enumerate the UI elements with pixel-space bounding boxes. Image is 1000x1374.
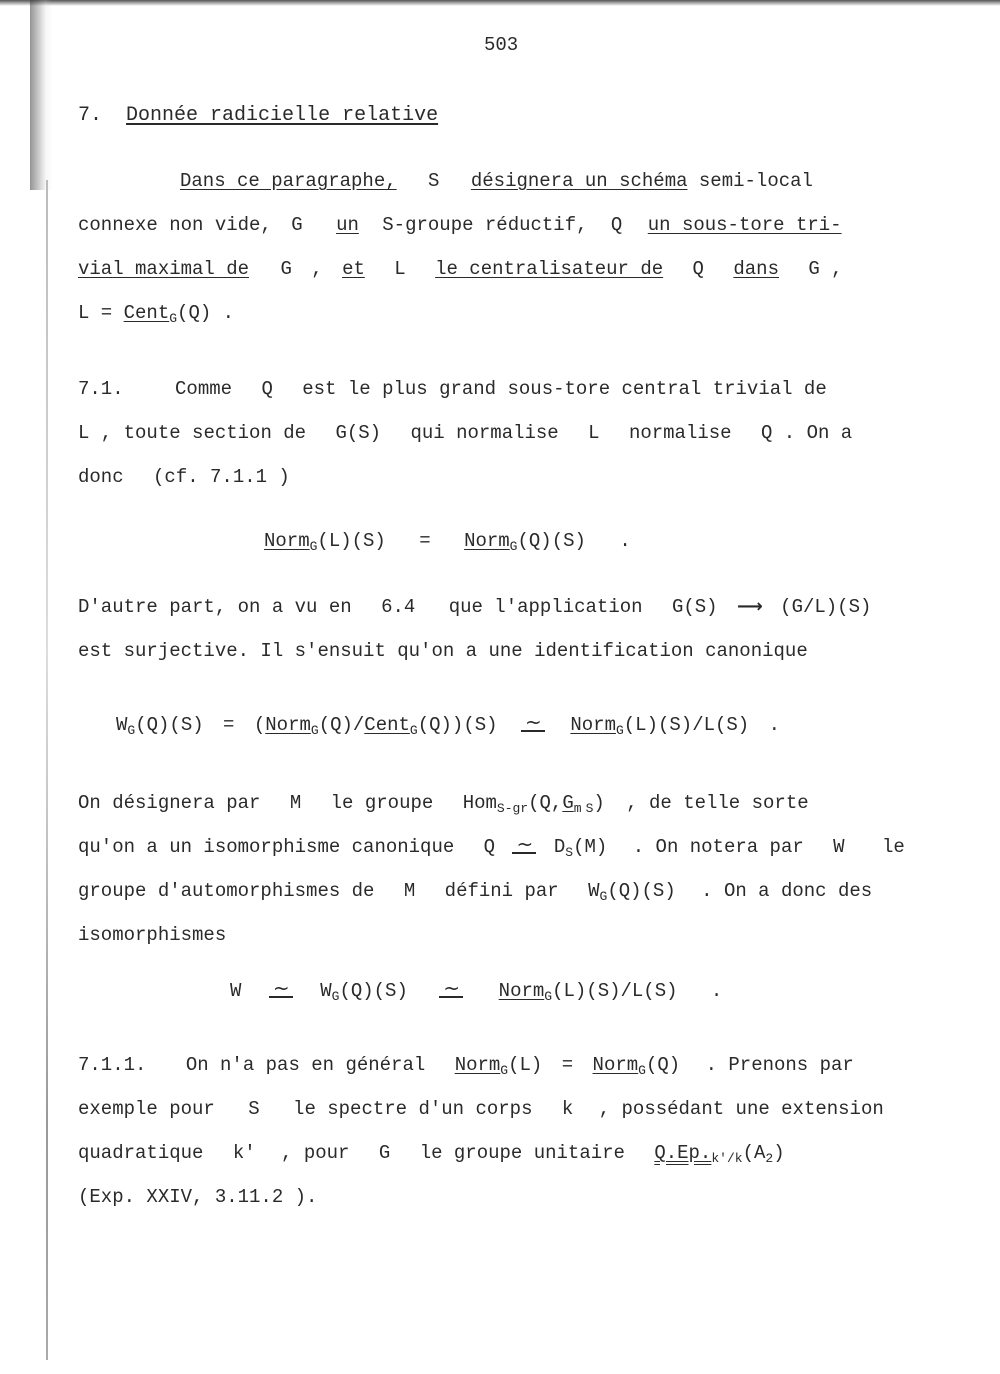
text: ,: [311, 258, 323, 280]
subscript: k'/k: [711, 1151, 743, 1166]
text: L ,: [78, 422, 113, 444]
text: exemple pour: [78, 1098, 215, 1120]
text: désignera un schéma: [470, 170, 688, 192]
intro-line-4: [78, 302, 234, 324]
text: groupe d'automorphismes de: [78, 880, 375, 902]
text: L: [588, 422, 600, 444]
text: Comme: [175, 378, 233, 400]
text: (Q))(S): [417, 714, 498, 736]
text: G: [280, 258, 292, 280]
scan-binding-shadow: [30, 0, 52, 190]
text: qui normalise: [410, 422, 559, 444]
text: (Q)(S): [135, 714, 204, 736]
text: , de telle sorte: [626, 792, 809, 814]
text: L =: [78, 302, 113, 324]
subscript: S: [585, 801, 594, 816]
equation-norm-l-eq-norm-q: [264, 530, 631, 552]
subscript: G: [409, 723, 418, 738]
text: Cent: [364, 714, 410, 736]
text: . On notera par: [632, 836, 804, 858]
subscript: G: [615, 723, 624, 738]
text: k: [561, 1098, 574, 1120]
text: W: [588, 880, 600, 902]
isomorphism-symbol-icon: [267, 984, 295, 998]
text: Norm: [592, 1054, 639, 1076]
text: Q: [261, 378, 273, 400]
equation-w-isomorphisms: [230, 980, 722, 1002]
text: .: [768, 714, 781, 736]
subscript: G: [309, 539, 318, 554]
text: un sous-tore tri-: [647, 214, 842, 236]
intro-line-3: [78, 258, 843, 280]
text: (G/L)(S): [780, 596, 872, 618]
text: le groupe unitaire: [419, 1142, 625, 1164]
section-title: Donnée radicielle relative: [126, 104, 439, 127]
subscript: m: [573, 801, 582, 816]
text: est le plus grand sous-tore central trivial de: [302, 378, 827, 400]
text: normalise: [628, 422, 732, 444]
text: 6.4: [381, 596, 416, 618]
text: S: [248, 1098, 260, 1120]
paragraph-number: 7.1.: [78, 378, 124, 400]
text: .: [710, 980, 723, 1002]
text: ): [773, 1142, 785, 1164]
text: dans: [733, 258, 779, 280]
text: Hom: [462, 792, 497, 814]
intro-line-1: [180, 170, 813, 192]
text: W: [320, 980, 332, 1002]
p-designera-line-2: [78, 836, 905, 858]
isomorphism-symbol-icon: [519, 718, 547, 732]
text: (Q)/: [318, 714, 365, 736]
intro-line-2: [78, 214, 842, 236]
text: donc: [78, 466, 124, 488]
text: Norm: [570, 714, 616, 736]
text: Norm: [498, 980, 545, 1002]
text: G(S): [335, 422, 382, 444]
text: , possédant une extension: [598, 1098, 884, 1120]
text: G: [378, 1142, 391, 1164]
text: le spectre d'un corps: [293, 1098, 533, 1120]
long-right-arrow-icon: ⟶: [736, 596, 763, 617]
text: D'autre part, on a vu en: [78, 596, 352, 618]
text: Q: [692, 258, 704, 280]
text: G: [562, 792, 574, 814]
text: . Prenons par: [705, 1054, 854, 1076]
text: le: [881, 836, 905, 858]
text: (Q) .: [177, 302, 235, 324]
text: le groupe: [330, 792, 434, 814]
section-heading: [78, 104, 438, 127]
text: un: [336, 214, 359, 236]
text: le centralisateur de: [435, 258, 664, 280]
text: D: [553, 836, 566, 858]
text: (M): [573, 836, 608, 858]
text: k': [232, 1142, 256, 1164]
p71-line-1: [78, 378, 827, 400]
text: Q: [610, 214, 623, 236]
p711-line-2: [78, 1098, 884, 1120]
subscript: G: [310, 723, 319, 738]
text: G: [291, 214, 303, 236]
text: Cent: [123, 302, 170, 324]
text: semi-local: [698, 170, 813, 192]
text: . On a donc des: [701, 880, 873, 902]
text: Norm: [265, 714, 311, 736]
page-number: 503: [484, 34, 519, 56]
text: Q: [760, 422, 773, 444]
isomorphism-symbol-icon: [437, 984, 465, 998]
p71-line-3: [78, 466, 290, 488]
text: Norm: [454, 1054, 501, 1076]
text: qu'on a un isomorphisme canonique: [78, 836, 455, 858]
subscript: S-gr: [496, 801, 529, 816]
isomorphism-symbol-icon: [510, 840, 538, 854]
text: W: [230, 980, 242, 1002]
subscript: G: [500, 1063, 509, 1078]
text: (Q)(S): [339, 980, 408, 1002]
text: S: [428, 170, 440, 192]
subscript: G: [638, 1063, 646, 1078]
text: défini par: [444, 880, 559, 902]
text: (cf. 7.1.1 ): [153, 466, 290, 488]
text: , pour: [281, 1142, 350, 1164]
p711-line-3: [78, 1142, 785, 1164]
text: Q: [483, 836, 496, 858]
text: Norm: [464, 530, 510, 552]
text: (A: [742, 1142, 766, 1164]
text: (Q,: [528, 792, 563, 814]
p-designera-line-1: [78, 792, 809, 814]
scan-top-edge: [0, 0, 1000, 6]
text: . On a: [783, 422, 853, 444]
subscript: G: [544, 989, 553, 1004]
text: G(S): [671, 596, 718, 618]
p-dautre-line-1: [78, 596, 871, 618]
text: (: [253, 714, 266, 736]
text: vial maximal de: [78, 258, 250, 280]
text: quadratique: [78, 1142, 204, 1164]
equals-sign: =: [561, 1054, 574, 1076]
subscript: G: [331, 989, 340, 1004]
text: G ,: [808, 258, 843, 280]
p711-line-4: (Exp. XXIV, 3.11.2 ).: [78, 1186, 318, 1208]
text: que l'application: [448, 596, 643, 618]
p71-line-2: [78, 422, 852, 444]
scan-binding-line: [46, 180, 48, 1360]
text: (Q)(S): [517, 530, 586, 552]
text: M: [289, 792, 302, 814]
p-designera-line-4: isomorphismes: [78, 924, 227, 946]
subscript: S: [565, 845, 574, 860]
subscript: 2: [765, 1151, 774, 1166]
subscript: G: [599, 889, 608, 904]
text: W: [833, 836, 845, 858]
text: (L)(S)/L(S): [623, 714, 750, 736]
text: toute section de: [123, 422, 307, 444]
text: L: [394, 258, 406, 280]
text: (L)(S)/L(S): [552, 980, 678, 1002]
text: et: [342, 258, 365, 280]
subscript: G: [509, 539, 518, 554]
text: Dans ce paragraphe,: [180, 170, 397, 192]
text: (L)(S): [317, 530, 386, 552]
text: ): [593, 792, 605, 814]
equals-sign: =: [223, 714, 235, 736]
text: (Q): [645, 1054, 681, 1076]
subscript: G: [169, 311, 178, 326]
text: W: [116, 714, 128, 736]
subscript: G: [127, 723, 136, 738]
text: On n'a pas en général: [185, 1054, 426, 1076]
text: .: [619, 530, 631, 552]
equals-sign: =: [419, 530, 431, 552]
equation-weyl-group: [116, 714, 780, 736]
text: Q.Ep.: [654, 1142, 712, 1164]
text: (L): [508, 1054, 543, 1076]
text: connexe non vide,: [78, 214, 272, 236]
p711-line-1: [78, 1054, 854, 1076]
text: M: [403, 880, 416, 902]
text: Norm: [264, 530, 310, 552]
p-designera-line-3: [78, 880, 872, 902]
text: S-groupe réductif,: [382, 214, 588, 236]
text: On désignera par: [78, 792, 261, 814]
p-dautre-line-2: est surjective. Il s'ensuit qu'on a une identification canonique: [78, 640, 808, 662]
text: (Q)(S): [607, 880, 676, 902]
paragraph-number: 7.1.1.: [78, 1054, 147, 1076]
section-number: 7.: [78, 104, 103, 127]
